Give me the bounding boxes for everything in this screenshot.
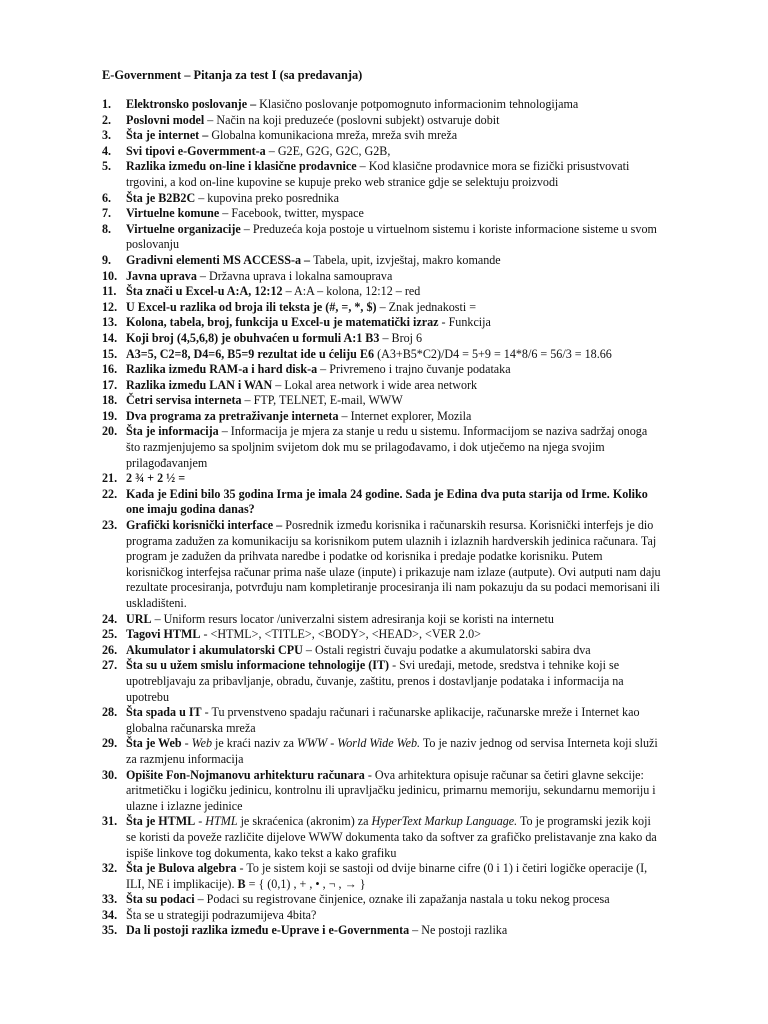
- question-item: [102, 269, 662, 285]
- question-number: 23.: [102, 518, 118, 533]
- question-answer-text: – Način na koji preduzeće (poslovni subjekt) ostvaruje dobit: [204, 112, 500, 127]
- question-answer-text: To je naziv jednog od servisa Interneta koji služi za razmjenu informacija: [126, 736, 658, 766]
- question-text: [126, 627, 662, 643]
- question-item: [102, 518, 662, 612]
- question-number: 22.: [102, 486, 118, 501]
- question-text: [126, 113, 662, 129]
- question-answer-text: – Ostali registri čuvaju podatke a akumulatorski sabira dva: [302, 642, 591, 657]
- question-bold-text: 2 ¾ + 2 ½ =: [126, 471, 186, 486]
- question-bold-text: Šta je Web: [126, 736, 182, 751]
- question-text: [126, 347, 662, 363]
- question-text: [126, 768, 662, 815]
- question-text: [126, 861, 662, 892]
- question-number: 26.: [102, 642, 118, 657]
- question-text: [126, 658, 662, 705]
- question-number: 34.: [102, 907, 118, 922]
- question-italic-text: HyperText Markup Language.: [371, 814, 518, 829]
- question-text: [126, 253, 662, 269]
- question-number: 35.: [102, 923, 118, 938]
- question-text: [126, 269, 662, 285]
- question-bold-text: Šta je Bulova algebra: [126, 861, 237, 876]
- question-bold-text: Šta spada u IT: [126, 705, 202, 720]
- question-item: [102, 347, 662, 363]
- question-text: [126, 705, 662, 736]
- question-bold-text: Razlika između on-line i klasične prodavnice: [126, 159, 357, 174]
- question-number: 18.: [102, 393, 118, 408]
- question-bold-text: Svi tipovi e-Govermment-a: [126, 143, 266, 158]
- question-text: [126, 206, 662, 222]
- question-bold-text: Elektronsko poslovanje –: [126, 97, 260, 111]
- question-item: [102, 113, 662, 129]
- question-item: [102, 362, 662, 378]
- question-text: [126, 892, 662, 908]
- question-text: [126, 144, 662, 160]
- question-bold-text: U Excel-u razlika od broja ili teksta je (#, =, *, $): [126, 299, 377, 314]
- question-text: [126, 908, 662, 924]
- question-number: 9.: [102, 252, 112, 267]
- question-number: 25.: [102, 627, 118, 642]
- question-bold-text: Kada je Edini bilo 35 godina Irma je imala 24 godine. Sada je Edina dva puta starija od Irme. Koliko one imaju godina danas?: [126, 486, 648, 517]
- question-item: [102, 378, 662, 394]
- question-number: 20.: [102, 424, 118, 439]
- question-number: 33.: [102, 892, 118, 907]
- question-bold-text: Šta su podaci: [126, 892, 195, 907]
- question-bold-text: Dva programa za pretraživanje interneta: [126, 408, 339, 423]
- question-bold-text: Akumulator i akumulatorski CPU: [126, 642, 303, 657]
- question-item: [102, 923, 662, 939]
- question-item: [102, 471, 662, 487]
- question-number: 5.: [102, 159, 112, 174]
- question-text: [126, 128, 662, 144]
- question-answer-text: – Internet explorer, Mozila: [338, 408, 472, 423]
- question-answer-text: – A:A – kolona, 12:12 – red: [282, 284, 421, 299]
- question-answer-text: – Facebook, twitter, myspace: [219, 206, 364, 221]
- question-item: [102, 627, 662, 643]
- question-item: [102, 487, 662, 518]
- question-answer-text: - Svi uređaji, metode, sredstva i tehnike koji se upotrebljavaju za pribavljanje, obradu, čuvanje, zaštitu, prenos i dostavljanje podataka i informacija na upotrebu: [126, 658, 624, 704]
- question-item: [102, 191, 662, 207]
- question-bold-text: A3=5, C2=8, D4=6, B5=9 rezultat ide u ćeliju E6: [126, 346, 375, 361]
- question-number: 4.: [102, 143, 112, 158]
- question-number: 1.: [102, 97, 112, 111]
- question-answer-text: – Podaci su registrovane činjenice, oznake ili zapažanja nastala u toku nekog procesa: [194, 892, 610, 907]
- question-number: 27.: [102, 658, 118, 673]
- question-item: [102, 300, 662, 316]
- question-number: 31.: [102, 814, 118, 829]
- question-text: [126, 191, 662, 207]
- question-item: [102, 409, 662, 425]
- question-number: 16.: [102, 362, 118, 377]
- question-text: [126, 471, 662, 487]
- question-text: [126, 814, 662, 861]
- question-number: 6.: [102, 190, 112, 205]
- question-item: [102, 768, 662, 815]
- question-number: 13.: [102, 315, 118, 330]
- question-answer-text: – Ne postoji razlika: [409, 923, 508, 938]
- question-item: [102, 643, 662, 659]
- question-answer-text: – Lokal area network i wide area network: [272, 377, 478, 392]
- question-answer-text: - Funkcija: [438, 315, 491, 330]
- question-bold-text: Šta znači u Excel-u A:A, 12:12: [126, 284, 283, 299]
- question-number: 11.: [102, 284, 117, 299]
- question-text: [126, 393, 662, 409]
- question-text: [126, 643, 662, 659]
- question-item: [102, 128, 662, 144]
- question-answer-text: – Uniform resurs locator /univerzalni sistem adresiranja koji se koristi na internetu: [151, 611, 554, 626]
- question-bold-text: Šta je HTML: [126, 814, 196, 829]
- question-text: [126, 331, 662, 347]
- question-number: 15.: [102, 346, 118, 361]
- question-bold-text: Da li postoji razlika između e-Uprave i e-Governmenta: [126, 923, 410, 938]
- question-text: [126, 424, 662, 471]
- question-text: [126, 518, 662, 612]
- question-text: [126, 315, 662, 331]
- question-text: [126, 487, 662, 518]
- question-list: [102, 97, 662, 939]
- question-answer-text: Šta se u strategiji podrazumijeva 4bita?: [126, 907, 317, 922]
- question-bold-text: Šta je internet –: [126, 128, 212, 143]
- question-text: [126, 159, 662, 190]
- question-answer-text: - <HTML>, <TITLE>, <BODY>, <HEAD>, <VER 2.0>: [200, 627, 481, 642]
- document-title: E-Government – Pitanja za test I (sa predavanja): [102, 68, 363, 82]
- question-answer-text: Tabela, upit, izvještaj, makro komande: [313, 252, 501, 267]
- question-answer-text: To je programski jezik koji se koristi da poveže različite dijelove WWW dokumenta tako da softver za grafičko prelistavanje zna kako da ispiše linkove tog dokumenta, kako tekst a kako grafiku: [126, 814, 657, 860]
- question-item: [102, 908, 662, 924]
- question-number: 29.: [102, 736, 118, 751]
- question-item: [102, 612, 662, 628]
- question-number: 7.: [102, 206, 112, 221]
- question-bold-text: Razlika između LAN i WAN: [126, 377, 273, 392]
- question-item: [102, 331, 662, 347]
- question-answer-text: - Tu prvenstveno spadaju računari i računarske aplikacije, računarske mreže i Internet kao globalna računarska mreža: [126, 705, 640, 735]
- question-number: 14.: [102, 330, 118, 345]
- question-answer-text: – Preduzeća koja postoje u virtuelnom sistemu i koriste informacione sisteme u svom poslovanju: [126, 221, 657, 252]
- question-bold-text: Šta je informacija: [126, 424, 219, 439]
- question-answer-text: – Znak jednakosti =: [376, 299, 477, 314]
- question-bold-text: Šta je B2B2C: [126, 190, 196, 205]
- question-answer-text: -: [181, 736, 192, 751]
- question-number: 12.: [102, 299, 118, 314]
- question-number: 8.: [102, 221, 112, 236]
- question-item: [102, 861, 662, 892]
- question-item: [102, 159, 662, 190]
- question-item: [102, 736, 662, 767]
- question-text: [126, 362, 662, 378]
- question-item: [102, 814, 662, 861]
- question-bold-text: Tagovi HTML: [126, 627, 201, 642]
- question-item: [102, 253, 662, 269]
- question-item: [102, 97, 662, 113]
- question-answer-text: – G2E, G2G, G2C, G2B,: [265, 143, 391, 158]
- question-item: [102, 206, 662, 222]
- question-number: 28.: [102, 705, 118, 720]
- question-item: [102, 144, 662, 160]
- question-bold-text: Četri servisa interneta: [126, 393, 242, 408]
- question-bold-text: URL: [126, 611, 152, 626]
- question-number: 32.: [102, 861, 118, 876]
- question-number: 10.: [102, 268, 118, 283]
- question-item: [102, 705, 662, 736]
- question-item: [102, 315, 662, 331]
- question-italic-text: HTML: [205, 814, 238, 829]
- question-answer-text: – Kod klasične prodavnice mora se fizički prisustvovati trgovini, a kod on-line kupovine se kupuje preko web stranice gdje se selektuju proizvodi: [126, 159, 630, 189]
- question-bold-text: Poslovni model: [126, 112, 205, 127]
- question-text: [126, 97, 662, 113]
- question-number: 19.: [102, 408, 118, 423]
- question-answer-text: – FTP, TELNET, E-mail, WWW: [241, 393, 403, 408]
- question-number: 17.: [102, 377, 118, 392]
- question-item: [102, 393, 662, 409]
- question-number: 21.: [102, 471, 118, 486]
- question-text: [126, 378, 662, 394]
- question-bold-text: Kolona, tabela, broj, funkcija u Excel-u je matematički izraz: [126, 315, 439, 330]
- question-bold-text: Opišite Fon-Nojmanovu arhitekturu računara: [126, 767, 365, 782]
- question-item: [102, 658, 662, 705]
- question-italic-text: Web: [191, 736, 213, 751]
- question-text: [126, 923, 662, 939]
- question-bold-text: B: [237, 876, 246, 891]
- question-answer-text: – Privremeno i trajno čuvanje podataka: [317, 362, 511, 377]
- question-text: [126, 222, 662, 253]
- question-bold-text: Grafički korisnički interface –: [126, 518, 286, 533]
- question-answer-text: – Državna uprava i lokalna samouprava: [196, 268, 393, 283]
- question-number: 3.: [102, 128, 112, 143]
- question-answer-text: – Informacija je mjera za stanje u redu u sistemu. Informacijom se naziva sadržaj onoga što razmjenjujemo sa spoljnim svijetom dok mu se prilagođavamo, i dok utječemo na njega svojim prilagođavanjem: [126, 424, 648, 470]
- question-bold-text: Razlika između RAM-a i hard disk-a: [126, 362, 318, 377]
- question-answer-text: Globalna komunikaciona mreža, mreža svih mreža: [211, 128, 458, 143]
- question-bold-text: Virtuelne organizacije: [126, 221, 241, 236]
- question-text: [126, 284, 662, 300]
- question-text: [126, 736, 662, 767]
- question-text: [126, 409, 662, 425]
- question-bold-text: Šta su u užem smislu informacione tehnologije (IT): [126, 658, 390, 673]
- question-answer-text: Posrednik između korisnika i računarskih resursa. Korisnički interfejs je dio programa zadužen za komunikaciju sa korisnikom putem ulaznih i izlaznih hardverskih jedinica računara. Taj program je zadužen da prihvata naredbe i podatke od korisnika i predaje podatke korisniku. Putem korisničkog interfejsa računar prima naše ulaze (inpute) i prikazuje nam izlaze (autpute). Ovi autputi nam daju rezultate procesiranja, potvrđuju nam kompletiranje procesiranja ili nam pokazuju da su podaci memorisani ili uskladišteni.: [126, 518, 661, 610]
- question-bold-text: Koji broj (4,5,6,8) je obuhvaćen u formuli A:1 B3: [126, 330, 380, 345]
- question-answer-text: je skraćenica (akronim) za: [237, 814, 372, 829]
- question-answer-text: (A3+B5*C2)/D4 = 5+9 = 14*8/6 = 56/3 = 18.66: [374, 346, 612, 361]
- question-item: [102, 222, 662, 253]
- question-italic-text: WWW - World Wide Web.: [296, 736, 421, 751]
- question-bold-text: Gradivni elementi MS ACCESS-a –: [126, 252, 314, 267]
- question-answer-text: – Broj 6: [379, 330, 423, 345]
- question-number: 2.: [102, 112, 112, 127]
- question-answer-text: = { (0,1) , + , • , ¬ , → }: [245, 876, 366, 891]
- question-item: [102, 892, 662, 908]
- question-item: [102, 424, 662, 471]
- question-number: 30.: [102, 767, 118, 782]
- question-answer-text: - Ova arhitektura opisuje računar sa četiri glavne sekcije: aritmetičku i logičku jedinicu, kontrolnu ili upravljačku jedinicu, primarnu memoriju, sekundarnu memoriju i ulazne i izlazne jedinice: [126, 767, 656, 813]
- question-bold-text: Virtuelne komune: [126, 206, 220, 221]
- question-bold-text: Javna uprava: [126, 268, 197, 283]
- question-text: [126, 300, 662, 316]
- question-number: 24.: [102, 611, 118, 626]
- question-answer-text: -: [195, 814, 206, 829]
- question-item: [102, 284, 662, 300]
- question-answer-text: je kraći naziv za: [212, 736, 297, 751]
- question-answer-text: – kupovina preko posrednika: [195, 190, 339, 205]
- question-answer-text: - To je sistem koji se sastoji od dvije binarne cifre (0 i 1) i četiri logičke operacije (I, ILI, NE i implikacije).: [126, 861, 648, 891]
- question-text: [126, 612, 662, 628]
- question-answer-text: Klasično poslovanje potpomognuto informacionim tehnologijama: [259, 97, 579, 111]
